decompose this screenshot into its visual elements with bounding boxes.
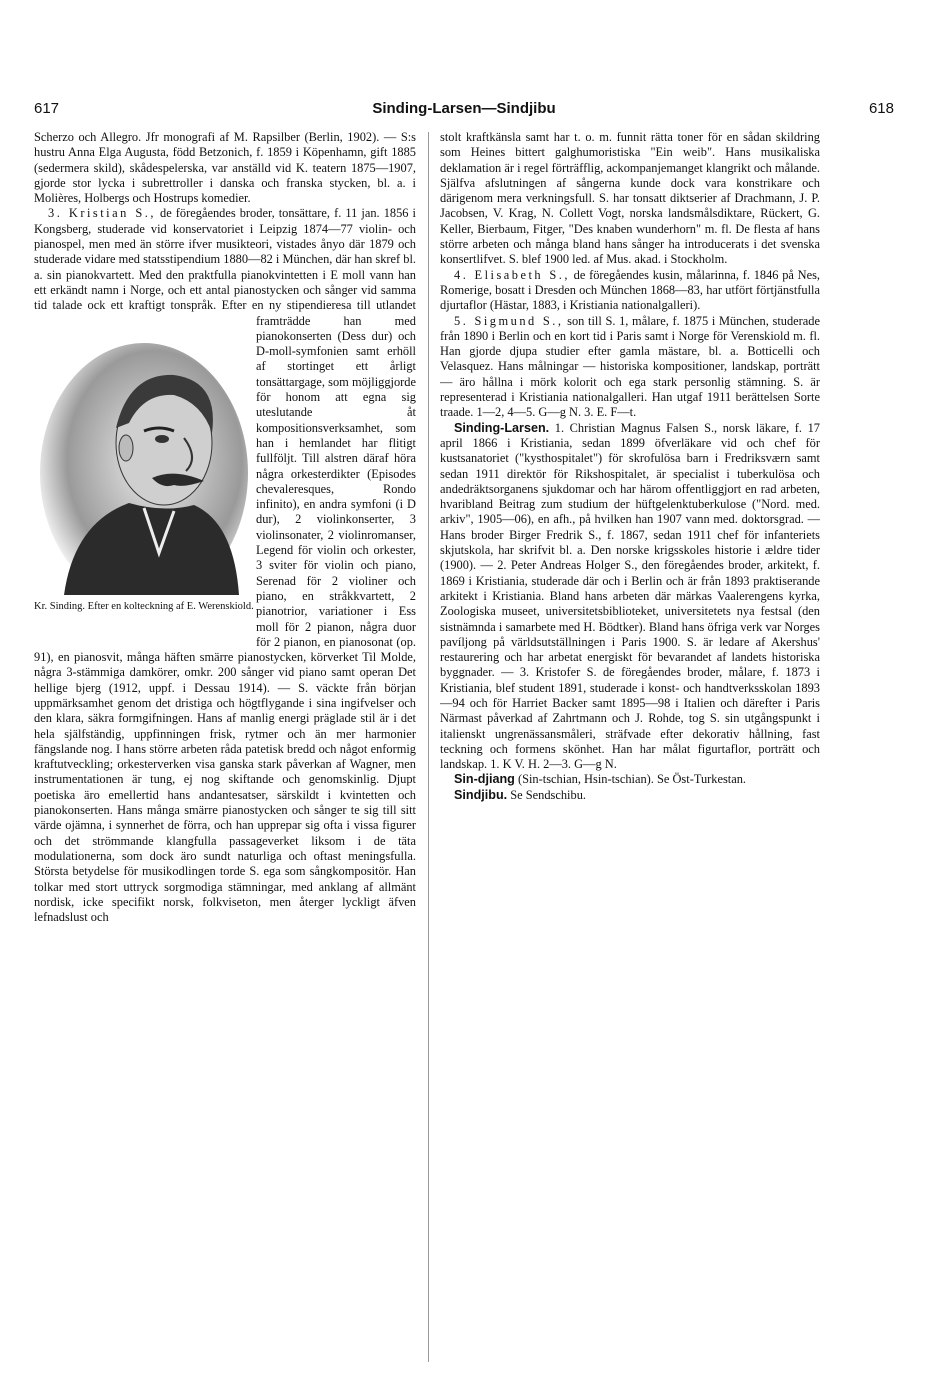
entry-text-sinding-larsen: 1. Christian Magnus Falsen S., norsk läkare, f. 17 april 1866 i Kristiania, sedan 1899 öfverläkare vid och chef för kustsanatoriet ("kysthospitalet") för skrofulösa barn i Fredriksværn samt sedan 1911 direktör för Rikshospitalet, är specialist i tuberkulösa och andedräktsorganens sjukdomar och har härom offentliggjort en rad arbeten, hvaribland Beitrag zum studium der hüftgelenktuberkulose ("Nord. med. arkiv", 1905—06), en afh., på hvilken han 1907 vann med. doktorsgrad. — Hans broder Birger Fredrik S., f. 1867, sedan 1911 chef för infanteriets skjutskola, har skrifvit bl. a. Den norske krigsskoles historie i ældre tider (1900). — 2. Peter Andreas Holger S., den föregåendes broder, arkitekt, f. 1869 i Kristiania, studerade där och i Berlin och är från 1893 praktiserande arkitekt i Kristiania. Bland hans arbeten där märkas Vaalerengens kyrka, Zoologiska museet, universitetsbiblioteket, universitetets nya festsal (den sistnämnda i samarbete med H. Bödtker). Bland hans öfriga verk var Norges pavíljong på världsutställningen i Paris 1900. S. är ledare af Akershus' restaurering och har arbetat energiskt för bevarandet af landets historiska byggnader. — 3. Kristofer S. de föregåendes broder, målare, f. 1873 i Kristiania, blef student 1891, studerade i konst- och handtverksskolan 1893—94 och för Harriet Backer samt 1895—98 i Italien och därefter i Paris Närmast påverkad af Zahrtmann och J. Rohde, tog S. sin utgångspunkt i italienskt ungrenässansmåleri, sträfvade efter dekorativ hållning, fast teckning och formens skönhet. Han har målat figurtaflor, porträtt och landskap. 1. K V. H. 2—3. G—g N. <box>440 420 820 772</box>
entry-title-sindjibu: Sindjibu. <box>454 787 508 802</box>
entry-text-sin-djiang: (Sin-tschian, Hsin-tschian). Se Öst-Turkestan. <box>514 772 747 787</box>
right-page-number: 618 <box>868 100 894 117</box>
left-page-number: 617 <box>34 100 60 117</box>
entry-name-kristian: 3. Kristian S., <box>48 206 156 221</box>
left-paragraph-1: Scherzo och Allegro. Jfr monografi af M. Rapsilber (Berlin, 1902). — S:s hustru Anna Elga Augusta, född Betzonich, f. 1859 i Köpenhamn, gift 1885 (sedermera skild), skådespelerska, var anställd vid K. teatern 1875—1907, gjorde stor lycka i subrettroller i danska och franska stycken, bl. a. i Molières, Holbergs och Hostrups komedier. <box>34 130 416 206</box>
entry-text-kristian: de föregåendes broder, tonsättare, f. 11 jan. 1856 i Kongsberg, studerade vid konservatoriet i Leipzig 1874—77 violin- och pianospel, men med än större ifver musikteori, vistades ånyo där 1879 och studerade vidare med statsstipendium 1880—82 i München, där han skref bl. a. sin pianokvartett. Med den praktfulla pianokvintetten i E moll vann han ett erkändt namn i Norge, och ett antal pianostycken och sånger vid samma tid talade ock ett kraftigt tonspråk. Efter en ny stipendieresa till utlandet framträdde han med pianokonserten (Dess dur) och D-moll-symfonien samt erhöll af stortinget ett årligt tonsättargage, som möjliggjorde för honom att egna sig uteslutande åt kompositionsverksamhet, som han i hemlandet har flitigt fullföljt. Till alstren däraf höra några orkesterdikter (Episodes chevaleresques, Rondo infinito), en andra symfoni (i D dur), 2 violinkonserter, 3 violinsonater, 2 violinromanser, Legend för violin och orkester, 3 sviter för violin och piano, Serenad för 2 violiner och piano, en stråkkvartett, 2 pianotrior, variationer i Ess moll för 2 pianon, några duor för 2 pianon, en pianosonat (op. 91), en pianosvit, många häften smärre pianostycken, körverket Til Molde, några 3-stämmiga damkörer, omkr. 200 sånger vid piano samt operan Det hellige bjerg (1912, uppf. i Dessau 1914). — S. väckte från början uppmärksamhet genom det dristiga och högtflygande i sina ingifvelser och den klara, säkra formgifningen. Hans af manlig energi präglade stil är i det hela själfständig, uppfinningen frisk, rytmer och än mer harmonier fängslande nog. I hans större arbeten råda patetisk bredd och något enformig kraftutveckling; orkesterverken visa ganska stark påverkan af Wagner, men instrumentationen är tung, ej nog skiftande och genomskinlig. Djupt poetiska äro emellertid hans andantesatser, särskildt i kvintetten och pianokonserten. Hans många smärre pianostycken och sånger te sig till sitt värde ojämna, i synnerhet de förra, och han upprepar sig ofta i vissa figurer och det strömmande klangfulla passageverket liksom i de täta modulationerna, som dock äro sundt naturliga och oftast meningsfulla. Största betydelse för musikodlingen torde S. ega som sångkompositör. Han tolkar med stort uttryck sorgmodiga stämningar, med anklang af allmänt nordisk, icke specifikt norsk, folkviseton, men återger lyckligt äfven lefnadslust och <box>34 206 416 925</box>
entry-text-elisabeth: de föregåendes kusin, målarinna, f. 1846 på Nes, Romerige, bosatt i Dresden och München 1868—83, har utfört förtjänstfulla djurtaflor (Hästar, 1883, i Kristiania nationalgalleri). <box>440 267 820 313</box>
right-paragraph-3 <box>440 314 820 421</box>
left-column <box>34 130 416 1370</box>
entry-name-sigmund: 5. Sigmund S., <box>454 313 564 328</box>
right-paragraph-4 <box>440 421 820 773</box>
right-paragraph-1: stolt kraftkänsla samt har t. o. m. funnit rätta toner för en sådan skildring som Heines bittert galghumoristiska "Ein weib". Hans musikaliska deklamation är i regel förträfflig, ackompanjemanget klangrikt och målande. Själfva afslutningen af sångerna kunde dock vara konstrikare och därigenom mera verkningsfull. S. har tonsatt diktserier af Drachmann, J. P. Jacobsen, V. Krag, N. Collett Vogt, norska landsmålsdiktare, Rückert, G. Keller, Bierbaum, Fitger, "Des knaben wunderhorn" m. fl. De flesta af hans större arbeten och många bland hans sånger ha introducerats i det svenska konsertlifvet. S. blef 1900 led. af Mus. akad. i Stockholm. <box>440 130 820 267</box>
right-column <box>440 130 820 1370</box>
right-paragraph-5 <box>440 772 820 787</box>
entry-title-sin-djiang: Sin-djiang <box>454 772 515 787</box>
portrait-drawing <box>34 333 248 595</box>
entry-title-sinding-larsen: Sinding-Larsen. <box>454 420 550 435</box>
right-paragraph-6 <box>440 788 820 803</box>
entry-text-sigmund: son till S. 1, målare, f. 1875 i München, studerade från 1890 i Berlin och en kort tid i Paris samt i Norge för Verenskiold m. fl. Han gjorde djupa studier efter gamla mästare, bl. a. Botticelli och Velasquez. Hans målningar — historiska kompositioner, landskap, porträtt — äro hållna i mörk kolorit och ega stark personlig stämning. S. är representerad i Kristiania nationalgalleri. Han utgaf 1911 berättelsen Sorte traade. 1—2, 4—5. G—g N. 3. E. F—t. <box>440 313 820 420</box>
entry-name-elisabeth: 4. Elisabeth S., <box>454 267 570 282</box>
portrait-caption: Kr. Sinding. Efter en kolteckning af E. Werenskiold. <box>34 601 254 612</box>
entry-text-sindjibu: Se Sendschibu. <box>507 787 586 802</box>
portrait-figure <box>34 333 256 613</box>
page-header <box>34 100 894 122</box>
right-paragraph-2 <box>440 268 820 314</box>
column-divider <box>428 132 429 1362</box>
running-title: Sinding-Larsen—Sindjibu <box>372 100 556 117</box>
